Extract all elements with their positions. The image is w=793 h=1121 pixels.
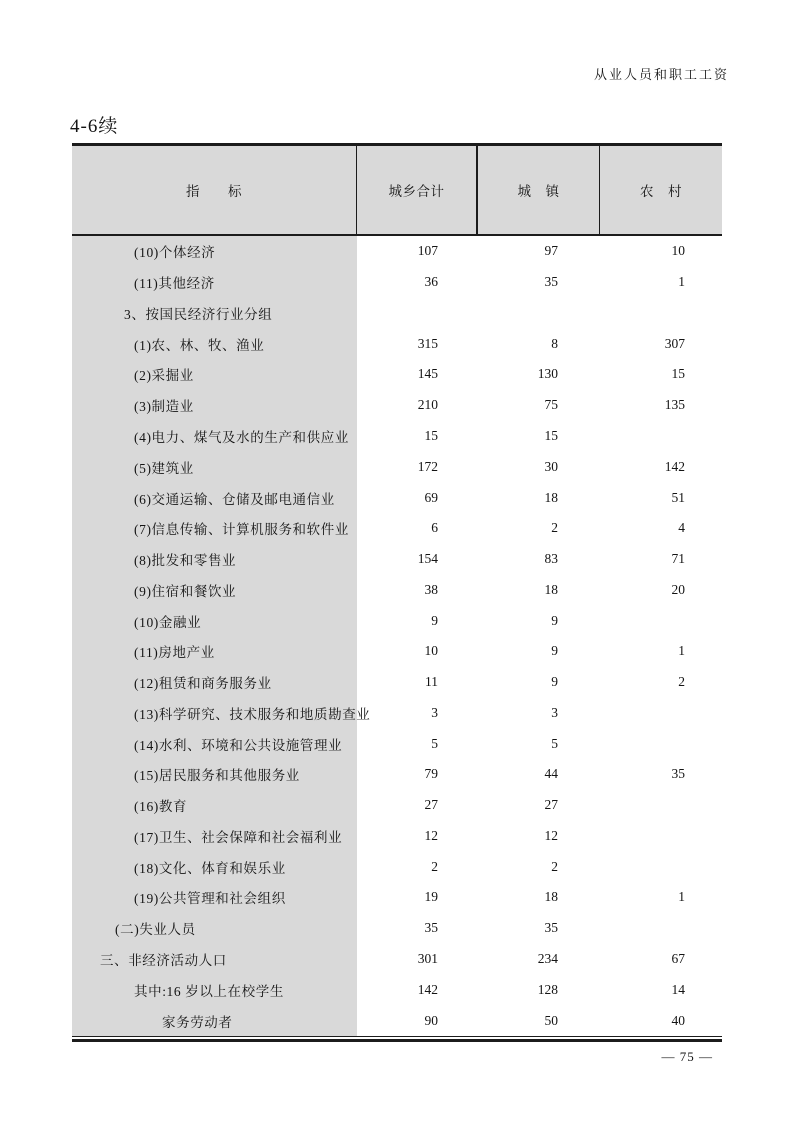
row-value-urban: 128 [537, 981, 558, 997]
row-value-total: 11 [425, 674, 438, 690]
row-value-total: 90 [424, 1012, 438, 1028]
row-value-total: 79 [424, 766, 438, 782]
row-label: (13)科学研究、技术服务和地质勘查业 [72, 697, 357, 728]
row-value-total: 2 [431, 858, 438, 874]
row-label: (9)住宿和餐饮业 [72, 574, 357, 605]
row-value-rural: 67 [671, 950, 685, 966]
row-value-rural [600, 421, 722, 452]
table-body [72, 236, 722, 1036]
row-value-rural: 40 [671, 1012, 685, 1028]
table-row [72, 728, 722, 759]
table-row [72, 267, 722, 298]
table-row [72, 298, 722, 329]
row-value-urban: 75 [544, 397, 558, 413]
row-value-urban: 50 [544, 1012, 558, 1028]
table-bottom-rule [72, 1036, 722, 1042]
row-value-rural [600, 728, 722, 759]
row-label: (14)水利、环境和公共设施管理业 [72, 728, 357, 759]
row-value-urban: 8 [551, 335, 558, 351]
row-value-total: 145 [417, 366, 438, 382]
row-value-total: 15 [424, 427, 438, 443]
row-value-urban: 9 [551, 643, 558, 659]
row-value-rural: 307 [664, 335, 685, 351]
table-row [72, 482, 722, 513]
table-row [72, 236, 722, 267]
row-value-total: 19 [424, 889, 438, 905]
row-value-rural: 15 [671, 366, 685, 382]
row-value-urban: 83 [544, 551, 558, 567]
table-row [72, 944, 722, 975]
table-row [72, 882, 722, 913]
table-row [72, 667, 722, 698]
row-label: (1)农、林、牧、渔业 [72, 328, 357, 359]
column-header-urban-rural-total: 城乡合计 [357, 146, 478, 234]
row-label: (7)信息传输、计算机服务和软件业 [72, 513, 357, 544]
column-header-indicator: 指 标 [72, 146, 357, 234]
row-label: (10)个体经济 [72, 236, 357, 267]
table-row [72, 451, 722, 482]
row-value-rural: 10 [671, 243, 685, 259]
row-label: (6)交通运输、仓储及邮电通信业 [72, 482, 357, 513]
row-label: (5)建筑业 [72, 451, 357, 482]
row-value-urban: 27 [544, 797, 558, 813]
row-value-urban: 18 [544, 889, 558, 905]
statistical-table [72, 143, 722, 1042]
row-value-urban: 18 [544, 489, 558, 505]
row-value-urban: 35 [544, 274, 558, 290]
row-value-urban: 9 [551, 674, 558, 690]
row-value-urban: 9 [551, 612, 558, 628]
table-row [72, 974, 722, 1005]
row-value-rural: 1 [678, 274, 685, 290]
row-label: (15)居民服务和其他服务业 [72, 759, 357, 790]
row-value-urban: 35 [544, 920, 558, 936]
row-value-total [357, 298, 478, 329]
row-value-urban: 12 [544, 827, 558, 843]
row-value-rural: 142 [664, 458, 685, 474]
row-value-urban: 18 [544, 581, 558, 597]
table-row [72, 759, 722, 790]
row-value-total: 142 [417, 981, 438, 997]
row-value-total: 315 [417, 335, 438, 351]
row-value-total: 69 [424, 489, 438, 505]
row-value-urban: 97 [544, 243, 558, 259]
row-value-total: 35 [424, 920, 438, 936]
table-row [72, 359, 722, 390]
table-row [72, 851, 722, 882]
row-value-rural [600, 913, 722, 944]
table-row [72, 605, 722, 636]
row-value-total: 154 [417, 551, 438, 567]
row-label: (12)租赁和商务服务业 [72, 667, 357, 698]
row-value-rural: 1 [678, 889, 685, 905]
row-value-total: 6 [431, 520, 438, 536]
row-value-rural: 35 [671, 766, 685, 782]
row-value-rural: 51 [671, 489, 685, 505]
row-value-total: 27 [424, 797, 438, 813]
row-value-rural [600, 605, 722, 636]
row-label: (11)房地产业 [72, 636, 357, 667]
row-label: (2)采掘业 [72, 359, 357, 390]
row-value-total: 36 [424, 274, 438, 290]
row-label: (3)制造业 [72, 390, 357, 421]
row-value-rural: 2 [678, 674, 685, 690]
table-row [72, 821, 722, 852]
row-value-urban: 30 [544, 458, 558, 474]
row-value-total: 107 [417, 243, 438, 259]
row-label: 其中:16 岁以上在校学生 [72, 974, 357, 1005]
row-value-total: 210 [417, 397, 438, 413]
row-label: 三、非经济活动人口 [72, 944, 357, 975]
table-row [72, 421, 722, 452]
row-label: 3、按国民经济行业分组 [72, 298, 357, 329]
page-number: — 75 — [661, 1049, 713, 1064]
row-value-urban: 130 [537, 366, 558, 382]
row-value-rural [600, 851, 722, 882]
row-value-rural: 14 [671, 981, 685, 997]
row-value-rural: 71 [671, 551, 685, 567]
table-row [72, 544, 722, 575]
row-label: (4)电力、煤气及水的生产和供应业 [72, 421, 357, 452]
row-value-total: 38 [424, 581, 438, 597]
row-label: (17)卫生、社会保障和社会福利业 [72, 821, 357, 852]
row-value-rural [600, 790, 722, 821]
row-value-total: 172 [417, 458, 438, 474]
running-header: 从业人员和职工工资 [593, 67, 729, 82]
table-row [72, 328, 722, 359]
table-row [72, 1005, 722, 1036]
column-header-urban: 城 镇 [478, 146, 600, 234]
row-label: (10)金融业 [72, 605, 357, 636]
row-value-urban: 5 [551, 735, 558, 751]
row-value-urban: 44 [544, 766, 558, 782]
row-value-rural [600, 821, 722, 852]
table-title: 4-6续 [70, 116, 119, 137]
table-header-row [72, 146, 722, 236]
row-label: (16)教育 [72, 790, 357, 821]
row-value-urban: 2 [551, 520, 558, 536]
row-label: (8)批发和零售业 [72, 544, 357, 575]
table-row [72, 513, 722, 544]
row-value-urban: 15 [544, 427, 558, 443]
row-label: 家务劳动者 [72, 1005, 357, 1036]
row-value-rural: 1 [678, 643, 685, 659]
row-value-total: 12 [424, 827, 438, 843]
row-value-rural: 20 [671, 581, 685, 597]
row-label: (11)其他经济 [72, 267, 357, 298]
row-value-rural [600, 298, 722, 329]
row-value-urban: 234 [537, 950, 558, 966]
row-value-rural: 135 [664, 397, 685, 413]
row-value-urban: 3 [551, 704, 558, 720]
table-row [72, 574, 722, 605]
table-row [72, 697, 722, 728]
row-value-total: 301 [417, 950, 438, 966]
row-value-urban [478, 298, 600, 329]
table-row [72, 390, 722, 421]
row-label: (二)失业人员 [72, 913, 357, 944]
row-value-total: 5 [431, 735, 438, 751]
row-value-urban: 2 [551, 858, 558, 874]
row-value-rural: 4 [678, 520, 685, 536]
column-header-rural: 农 村 [640, 184, 682, 199]
table-row [72, 790, 722, 821]
row-label: (18)文化、体育和娱乐业 [72, 851, 357, 882]
row-value-total: 3 [431, 704, 438, 720]
row-value-total: 9 [431, 612, 438, 628]
row-value-total: 10 [424, 643, 438, 659]
row-value-rural [600, 697, 722, 728]
table-row [72, 636, 722, 667]
table-row [72, 913, 722, 944]
row-label: (19)公共管理和社会组织 [72, 882, 357, 913]
